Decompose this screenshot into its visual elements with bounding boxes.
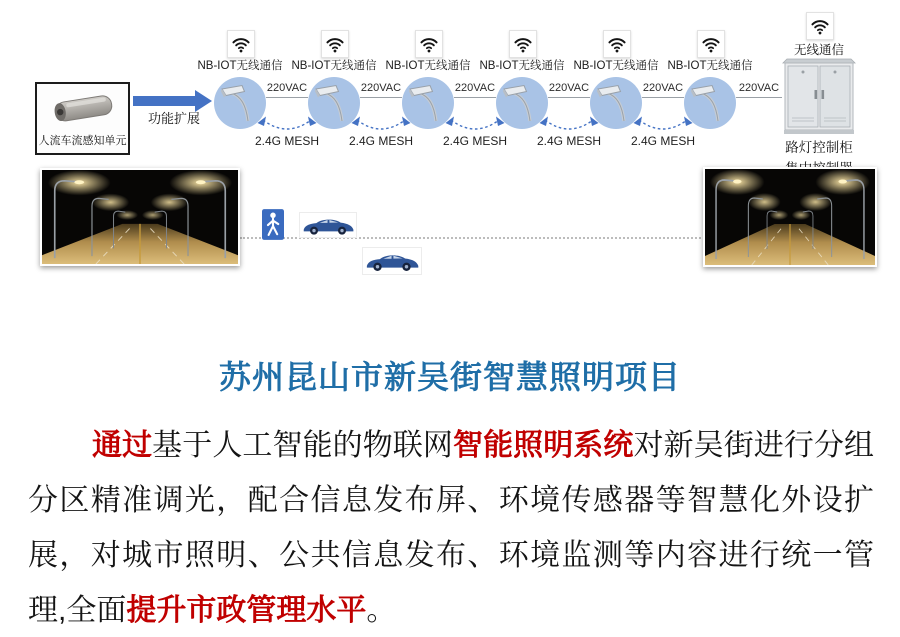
- car-icon: [299, 212, 357, 238]
- page-title: 苏州昆山市新吴街智慧照明项目: [218, 359, 681, 395]
- paragraph-segment: 通过: [92, 429, 153, 462]
- power-link-line: [266, 97, 308, 98]
- node-comm-label: NB-IOT无线通信: [291, 60, 377, 72]
- node-comm-label: NB-IOT无线通信: [479, 60, 565, 72]
- function-expansion-label: 功能扩展: [147, 111, 200, 126]
- mesh-label: 2.4G MESH: [442, 134, 508, 148]
- power-label: 220VAC: [266, 82, 308, 94]
- night-road-photo-left: [40, 168, 240, 266]
- mesh-label: 2.4G MESH: [630, 134, 696, 148]
- power-link-line: [642, 97, 684, 98]
- power-link-line: [548, 97, 590, 98]
- architecture-diagram: [0, 0, 900, 300]
- wifi-icon: [806, 12, 834, 40]
- night-road-photo-right: [703, 167, 877, 267]
- wifi-icon: [321, 30, 349, 58]
- power-link-line: [454, 97, 496, 98]
- paragraph-segment: 基于人工智能的物联网: [152, 429, 453, 462]
- power-label: 220VAC: [548, 82, 590, 94]
- description-paragraph: [28, 418, 874, 637]
- wifi-icon: [415, 30, 443, 58]
- mesh-arrow-icon: [349, 114, 413, 136]
- paragraph-segment: 智能照明系统: [452, 429, 634, 462]
- power-link-line: [736, 97, 782, 98]
- mesh-label: 2.4G MESH: [254, 134, 320, 148]
- power-label: 220VAC: [454, 82, 496, 94]
- mesh-arrow-icon: [537, 114, 601, 136]
- power-label: 220VAC: [642, 82, 684, 94]
- mesh-label: 2.4G MESH: [348, 134, 414, 148]
- power-label: 220VAC: [360, 82, 402, 94]
- mesh-label: 2.4G MESH: [536, 134, 602, 148]
- node-comm-label: NB-IOT无线通信: [197, 60, 283, 72]
- cabinet-label-1: 路灯控制柜: [785, 140, 853, 155]
- mesh-arrow-icon: [631, 114, 695, 136]
- node-comm-label: NB-IOT无线通信: [667, 60, 753, 72]
- wifi-icon: [227, 30, 255, 58]
- control-cabinet-icon: [780, 52, 858, 136]
- sensor-unit-label: 人流车流感知单元: [38, 135, 127, 147]
- node-comm-label: NB-IOT无线通信: [573, 60, 659, 72]
- paragraph-segment: 提升市政管理水平: [126, 594, 367, 627]
- car-icon: [362, 247, 422, 275]
- power-link-line: [360, 97, 402, 98]
- cabinet-wireless-label: 无线通信: [793, 43, 844, 57]
- mesh-arrow-icon: [443, 114, 507, 136]
- wifi-icon: [697, 30, 725, 58]
- power-label: 220VAC: [738, 82, 780, 94]
- paragraph-segment: 对新吴街进行分组分区精准调光，配合信息发布屏、环境传感器等智慧化外设扩展，对城市照明、公共信息发布、环境监测等内容进行统一管理,全面: [28, 429, 875, 627]
- node-comm-label: NB-IOT无线通信: [385, 60, 471, 72]
- paragraph-segment: 。: [366, 594, 397, 627]
- wifi-icon: [603, 30, 631, 58]
- wifi-icon: [509, 30, 537, 58]
- pedestrian-icon: [262, 209, 284, 240]
- mesh-arrow-icon: [255, 114, 319, 136]
